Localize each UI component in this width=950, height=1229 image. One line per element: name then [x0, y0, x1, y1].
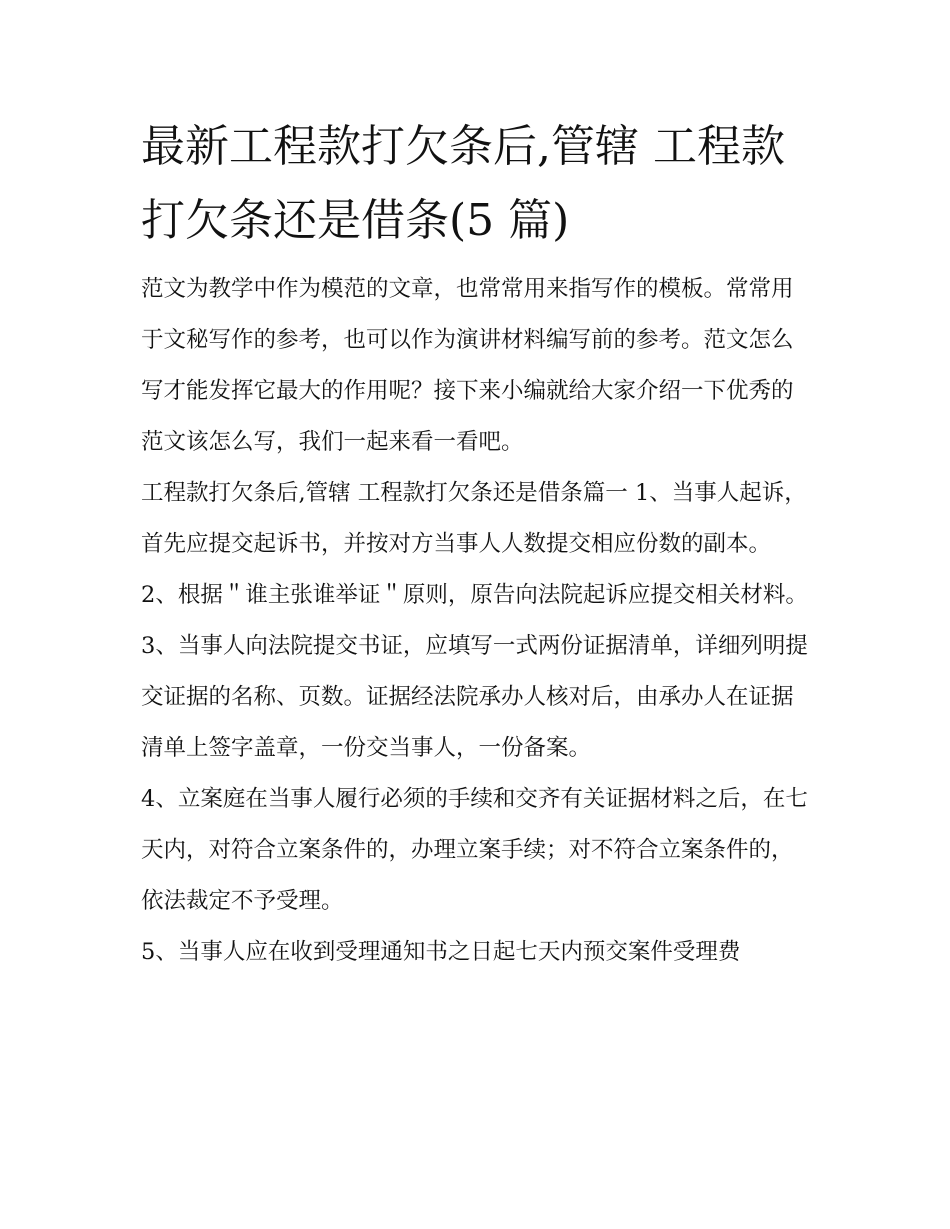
paragraph-item-1: 工程款打欠条后,管辖 工程款打欠条还是借条篇一 1、当事人起诉，首先应提交起诉书，并按对方当事人人数提交相应份数的副本。: [141, 480, 807, 557]
paragraph-intro: 范文为教学中作为模范的文章，也常常用来指写作的模板。常常用于文秘写作的参考，也可以作为演讲材料编写前的参考。范文怎么写才能发挥它最大的作用呢？接下来小编就给大家介绍一下优秀的范文该怎么写，我们一起来看一看吧。: [141, 276, 794, 455]
document-content: [141, 110, 813, 978]
paragraph-item-2: 2、根据＂谁主张谁举证＂原则，原告向法院起诉应提交相关材料。: [141, 582, 808, 608]
paragraph-item-5: 5、当事人应在收到受理通知书之日起七天内预交案件受理费: [141, 939, 741, 965]
paragraph-item-4: 4、立案庭在当事人履行必须的手续和交齐有关证据材料之后，在七天内，对符合立案条件的，办理立案手续；对不符合立案条件的，依法裁定不予受理。: [141, 786, 808, 914]
paragraph-item-3: 3、当事人向法院提交书证，应填写一式两份证据清单，详细列明提交证据的名称、页数。证据经法院承办人核对后，由承办人在证据清单上签字盖章，一份交当事人，一份备案。: [141, 633, 808, 761]
document-title: 最新工程款打欠条后,管辖 工程款打欠条还是借条(5 篇): [141, 121, 785, 246]
